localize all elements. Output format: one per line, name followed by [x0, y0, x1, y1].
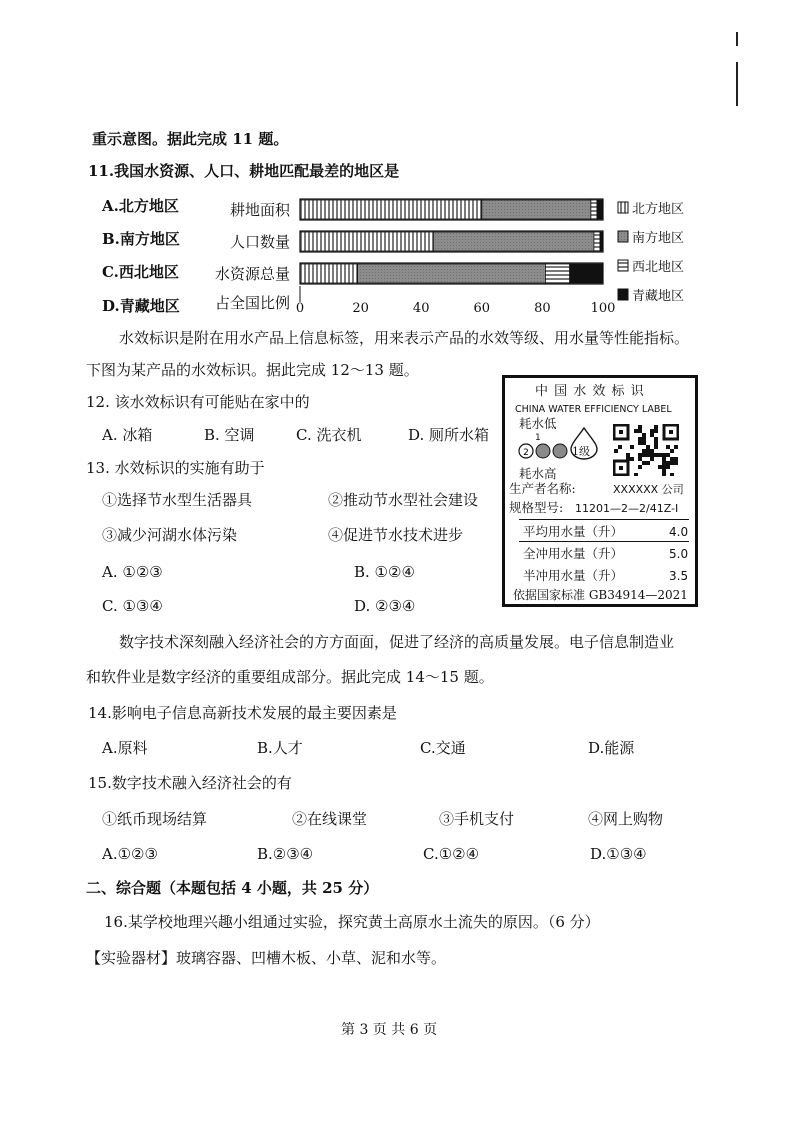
qr-module	[654, 445, 658, 449]
materials-text: 【实验器材】玻璃容器、凹槽木板、小草、泥和水等。	[86, 949, 447, 967]
tick-label: 0	[295, 301, 305, 316]
qr-module	[646, 445, 650, 449]
q15-option-a: A.①②③	[102, 845, 158, 863]
avg-usage-value: 4.0	[669, 525, 689, 539]
qr-module	[614, 449, 618, 453]
q13-item-1: ①选择节水型生活器具	[102, 491, 253, 509]
tick-label: 20	[352, 301, 369, 316]
qr-module	[638, 429, 642, 433]
bar-segment	[300, 264, 358, 283]
qr-module	[666, 453, 670, 457]
bar-segment	[433, 232, 594, 251]
full-flush-label: 全冲用水量（升）	[523, 546, 624, 561]
bar-segment	[594, 232, 600, 251]
qr-module	[662, 469, 666, 473]
qr-module	[670, 457, 674, 461]
q13-item-2: ②推动节水型社会建设	[328, 491, 479, 509]
qr-module	[630, 445, 634, 449]
qr-module	[654, 441, 658, 445]
label-title: 中 国 水 效 标 识	[535, 384, 645, 399]
q15-item-3: ③手机支付	[439, 810, 515, 828]
qr-module	[674, 445, 678, 449]
bar-segment	[597, 200, 603, 219]
half-flush-label: 半冲用水量（升）	[523, 568, 624, 583]
qr-module	[638, 453, 642, 457]
qr-module	[662, 453, 666, 457]
q13-option-d: D. ②③④	[354, 597, 416, 615]
q13-option-a: A. ①②③	[102, 563, 163, 581]
legend-entry: 南方地区	[632, 231, 685, 246]
intro-text: 重示意图。据此完成 11 题。	[92, 130, 289, 148]
scan-edge-mark	[736, 32, 738, 46]
qr-module	[666, 465, 670, 469]
qr-module	[654, 425, 658, 429]
maker-label: 生产者名称:	[509, 481, 576, 496]
legend-entry: 青藏地区	[632, 289, 685, 304]
legend-swatch	[618, 231, 628, 242]
qr-module	[634, 473, 638, 476]
legend-swatch	[618, 289, 628, 300]
qr-module	[630, 457, 634, 461]
q15-option-c: C.①②④	[423, 845, 480, 863]
label-subtitle: CHINA WATER EFFICIENCY LABEL	[515, 404, 672, 415]
q12-option-d: D. 厕所水箱	[408, 426, 490, 444]
legend-swatch	[618, 202, 628, 213]
qr-module	[650, 449, 654, 453]
digital-intro-line1: 数字技术深刻融入经济社会的方方面面，促进了经济的高质量发展。电子信息制造业	[119, 633, 675, 651]
q13-option-b: B. ①②④	[354, 563, 415, 581]
q14-option-d: D.能源	[588, 739, 635, 757]
q11-stem: 11.我国水资源、人口、耕地匹配最差的地区是	[88, 162, 400, 180]
qr-module	[638, 425, 642, 429]
q15-option-d: D.①③④	[590, 845, 647, 863]
qr-module	[642, 453, 646, 457]
half-flush-value: 3.5	[669, 569, 689, 583]
svg-text:2: 2	[523, 448, 529, 458]
qr-module	[618, 445, 622, 449]
bar-segment	[482, 200, 591, 219]
qr-module	[662, 473, 666, 476]
qr-module	[642, 441, 646, 445]
qr-module	[650, 457, 654, 461]
qr-module	[642, 437, 646, 441]
qr-module	[654, 429, 658, 433]
qr-module	[646, 453, 650, 457]
tick-label: 40	[412, 301, 430, 316]
q16-stem: 16.某学校地理兴趣小组通过实验，探究黄土高原水土流失的原因。（6 分）	[104, 913, 600, 931]
q11-option-a: A.北方地区	[102, 197, 179, 215]
bar-segment	[570, 264, 603, 283]
qr-module	[654, 453, 658, 457]
qr-module	[662, 465, 666, 469]
category-label: 人口数量	[229, 233, 290, 251]
legend-entry: 西北地区	[632, 260, 685, 275]
bar-segment	[358, 264, 546, 283]
qr-module	[642, 461, 646, 465]
qr-module	[638, 437, 642, 441]
bar-segment	[300, 200, 482, 219]
label-high: 耗水高	[519, 466, 557, 481]
qr-module	[670, 461, 674, 465]
qr-module	[634, 429, 638, 433]
grade-1-text: 1	[535, 433, 541, 443]
legend-swatch	[618, 260, 628, 271]
qr-module	[658, 465, 662, 469]
q15-item-4: ④网上购物	[588, 810, 664, 828]
label-intro-line2: 下图为某产品的水效标识。据此完成 12～13 题。	[86, 361, 419, 379]
q15-item-2: ②在线课堂	[292, 810, 368, 828]
qr-module	[626, 453, 630, 457]
qr-module	[654, 437, 658, 441]
q11-option-c: C.西北地区	[102, 263, 179, 281]
region-ratio-chart	[200, 190, 720, 320]
qr-module	[674, 457, 678, 461]
q13-stem: 13. 水效标识的实施有助于	[86, 459, 265, 477]
q14-option-a: A.原料	[102, 739, 148, 757]
q12-stem: 12. 该水效标识有可能贴在家中的	[86, 393, 310, 411]
tick-label: 80	[534, 301, 551, 316]
q12-option-b: B. 空调	[204, 426, 255, 444]
q13-item-4: ④促进节水技术进步	[328, 526, 464, 544]
label-intro-line1: 水效标识是附在用水产品上信息标签，用来表示产品的水效等级、用水量等性能指标。	[119, 329, 690, 347]
qr-code-icon	[613, 424, 679, 476]
qr-module	[650, 453, 654, 457]
bar-segment	[545, 264, 569, 283]
bar-segment	[300, 232, 433, 251]
qr-module	[646, 449, 650, 453]
avg-usage-label: 平均用水量（升）	[523, 524, 624, 539]
x-axis-label: 占全国比例	[214, 294, 290, 312]
qr-module	[662, 457, 666, 461]
label-low: 耗水低	[519, 416, 557, 431]
tick-label: 100	[590, 301, 616, 316]
qr-module	[642, 433, 646, 437]
bar-segment	[600, 232, 603, 251]
qr-module	[638, 441, 642, 445]
section-2-heading: 二、综合题（本题包括 4 小题，共 25 分）	[86, 879, 379, 897]
q15-option-b: B.②③④	[257, 845, 314, 863]
qr-module	[658, 453, 662, 457]
q11-option-d: D.青藏地区	[102, 297, 180, 315]
category-label: 耕地面积	[229, 201, 290, 219]
digital-intro-line2: 和软件业是数字经济的重要组成部分。据此完成 14～15 题。	[86, 668, 494, 686]
page-footer: 第 3 页 共 6 页	[341, 1022, 438, 1038]
water-efficiency-label	[502, 375, 698, 607]
bar-segment	[591, 200, 597, 219]
q13-item-3: ③减少河湖水体污染	[102, 526, 238, 544]
qr-module	[674, 461, 678, 465]
grade-badge-text: 1级	[572, 445, 590, 458]
q15-stem: 15.数字技术融入经济社会的有	[88, 774, 292, 792]
maker-value: XXXXXX 公司	[613, 483, 684, 496]
legend-entry: 北方地区	[632, 202, 685, 217]
qr-module	[638, 457, 642, 461]
divider	[519, 519, 689, 520]
divider	[519, 541, 689, 542]
q12-option-a: A. 冰箱	[102, 426, 153, 444]
qr-module	[666, 461, 670, 465]
model-label: 规格型号:	[509, 500, 564, 515]
tick-label: 60	[473, 301, 491, 316]
qr-module	[646, 461, 650, 465]
q14-option-c: C.交通	[420, 739, 466, 757]
qr-module	[670, 449, 674, 453]
qr-module	[670, 473, 674, 476]
qr-module	[662, 461, 666, 465]
standard-text: 依据国家标准 GB34914—2021	[513, 588, 688, 602]
q14-option-b: B.人才	[257, 739, 303, 757]
qr-module	[666, 445, 670, 449]
qr-module	[638, 465, 642, 469]
qr-module	[650, 433, 654, 437]
full-flush-value: 5.0	[669, 547, 689, 561]
q11-option-b: B.南方地区	[102, 230, 180, 248]
q15-item-1: ①纸币现场结算	[102, 810, 208, 828]
qr-module	[650, 429, 654, 433]
q12-option-c: C. 洗衣机	[296, 426, 362, 444]
scan-edge-mark	[736, 62, 738, 106]
qr-module	[642, 449, 646, 453]
q14-stem: 14.影响电子信息高新技术发展的最主要因素是	[88, 704, 397, 722]
model-value: 11201—2—2/41Z-I	[575, 502, 679, 515]
category-label: 水资源总量	[214, 265, 290, 283]
q13-option-c: C. ①③④	[102, 597, 163, 615]
